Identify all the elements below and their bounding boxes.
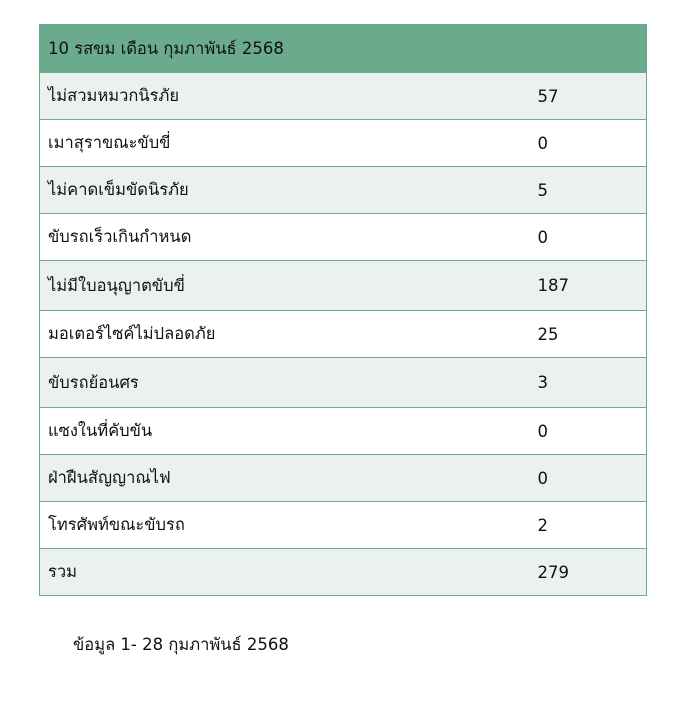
table-header-row (40, 25, 647, 73)
table-row (40, 455, 647, 502)
violation-count: 3 (538, 358, 647, 408)
violation-label: ขับรถเร็วเกินกำหนด (40, 214, 538, 261)
table-row (40, 311, 647, 358)
violation-count: 187 (538, 261, 647, 311)
table-row (40, 261, 647, 311)
violation-count: 0 (538, 214, 647, 261)
total-count: 279 (538, 549, 647, 596)
violation-count: 0 (538, 120, 647, 167)
table-row (40, 408, 647, 455)
violation-label: มอเตอร์ไซค์ไม่ปลอดภัย (40, 311, 538, 358)
table-row (40, 214, 647, 261)
violation-count: 0 (538, 455, 647, 502)
table-row (40, 502, 647, 549)
violation-label: ขับรถย้อนศร (40, 358, 538, 408)
violations-table (39, 24, 647, 596)
violation-label: เมาสุราขณะขับขี่ (40, 120, 538, 167)
violation-count: 2 (538, 502, 647, 549)
table-total-row (40, 549, 647, 596)
violation-count: 5 (538, 167, 647, 214)
table-row (40, 167, 647, 214)
data-period-note: ข้อมูล 1- 28 กุมภาพันธ์ 2568 (73, 635, 289, 654)
violation-label: แซงในที่คับขัน (40, 408, 538, 455)
violation-count: 25 (538, 311, 647, 358)
violation-label: ไม่มีใบอนุญาตขับขี่ (40, 261, 538, 311)
table-row (40, 120, 647, 167)
table-row (40, 358, 647, 408)
violation-label: ไม่คาดเข็มขัดนิรภัย (40, 167, 538, 214)
violation-count: 0 (538, 408, 647, 455)
violation-count: 57 (538, 73, 647, 120)
violation-label: โทรศัพท์ขณะขับรถ (40, 502, 538, 549)
total-label: รวม (40, 549, 538, 596)
violation-label: ไม่สวมหมวกนิรภัย (40, 73, 538, 120)
table-row (40, 73, 647, 120)
table-title: 10 รสขม เดือน กุมภาพันธ์ 2568 (40, 25, 647, 73)
violation-label: ฝ่าฝืนสัญญาณไฟ (40, 455, 538, 502)
